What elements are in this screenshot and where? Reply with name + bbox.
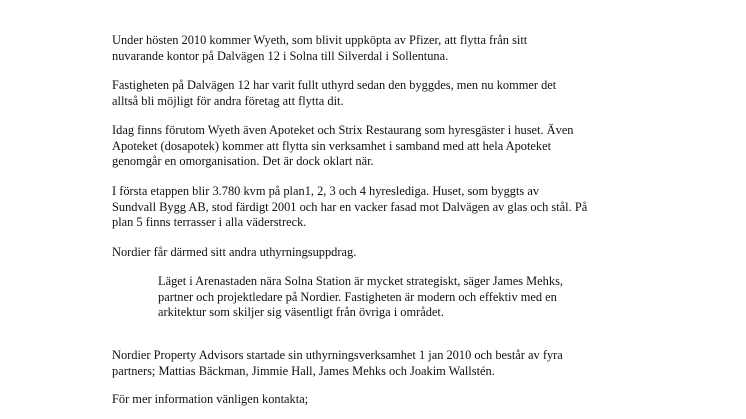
paragraph-company-info xyxy=(112,348,632,379)
paragraph-wyeth-move xyxy=(112,33,632,64)
text-line: genomgår en omorganisation. Det är dock oklart när. xyxy=(112,154,374,169)
text-line: plan 5 finns terrasser i alla väderstreck. xyxy=(112,215,307,230)
text-line: Under hösten 2010 kommer Wyeth, som blivit uppköpta av Pfizer, att flytta från sitt xyxy=(112,33,528,47)
text-line: Fastigheten på Dalvägen 12 har varit fullt uthyrd sedan den byggdes, men nu kommer det xyxy=(112,78,557,92)
text-line: Sundvall Bygg AB, stod färdigt 2001 och har en vacker fasad mot Dalvägen av glas och stål. På xyxy=(112,199,588,214)
text-line: För mer information vänligen kontakta; xyxy=(112,392,309,406)
paragraph-quote xyxy=(158,274,628,321)
text-line: arkitektur som skiljer sig väsentligt från övriga i området. xyxy=(158,305,444,320)
paragraph-current-tenants xyxy=(112,123,632,170)
paragraph-contact xyxy=(112,392,632,408)
text-line: nuvarande kontor på Dalvägen 12 i Solna till Silverdal i Sollentuna. xyxy=(112,48,449,63)
text-line: Nordier Property Advisors startade sin uthyrningsverksamhet 1 jan 2010 och består av fyra xyxy=(112,348,563,362)
text-line: partners; Mattias Bäckman, Jimmie Hall, James Mehks och Joakim Wallstén. xyxy=(112,363,495,378)
text-line: I första etappen blir 3.780 kvm på plan1, 2, 3 och 4 hyreslediga. Huset, som byggts av xyxy=(112,184,540,198)
text-line: Nordier får därmed sitt andra uthyrningsuppdrag. xyxy=(112,245,357,259)
paragraph-property-availability xyxy=(112,78,632,109)
paragraph-second-assignment xyxy=(112,245,632,261)
text-line: Apoteket (dosapotek) kommer att flytta sin verksamhet i samband med att hela Apoteket xyxy=(112,138,552,153)
text-line: Idag finns förutom Wyeth även Apoteket och Strix Restaurang som hyresgäster i huset. Även xyxy=(112,123,574,137)
text-line: alltså bli möjligt för andra företag att flytta dit. xyxy=(112,93,344,108)
paragraph-first-stage xyxy=(112,184,632,231)
text-line: Läget i Arenastaden nära Solna Station är mycket strategiskt, säger James Mehks, xyxy=(158,274,563,288)
text-line: partner och projektledare på Nordier. Fastigheten är modern och effektiv med en xyxy=(158,289,557,304)
